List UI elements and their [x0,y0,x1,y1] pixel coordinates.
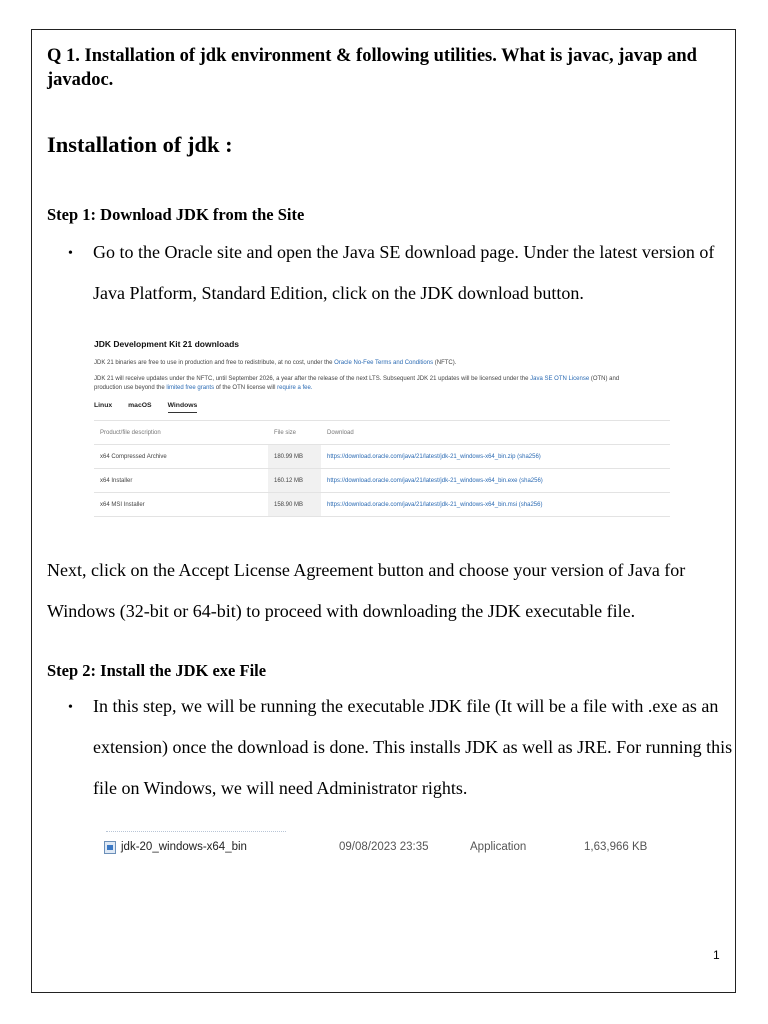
step2-bullet-text: In this step, we will be running the executable JDK file (It will be a file with .exe as an extension) once the download is done. This installs JDK as well as JRE. For running this file on Windows, we will need Administrator rights. [93,696,733,798]
row-description: x64 MSI Installer [94,493,268,517]
table-row [94,493,670,517]
row-download-link[interactable]: https://download.oracle.com/java/21/latest/jdk-21_windows-x64_bin.msi (sha256) [321,493,670,517]
file-date: 09/08/2023 23:35 [339,841,429,853]
file-entry-row[interactable] [104,838,664,858]
row-file-size: 158.90 MB [268,493,321,517]
os-tabs [94,402,213,409]
row-description: x64 Installer [94,469,268,493]
free-grants-link[interactable]: limited free grants [166,385,215,391]
row-file-size: 160.12 MB [268,469,321,493]
next-paragraph: Next, click on the Accept License Agreement button and choose your version of Java for Windows (32-bit or 64-bit) to proceed with downloading the JDK executable file. [47,560,686,621]
row-download-link[interactable]: https://download.oracle.com/java/21/latest/jdk-21_windows-x64_bin.exe (sha256) [321,469,670,493]
bullet-dot: • [68,246,73,261]
table-row [94,469,670,493]
question-title: Q 1. Installation of jdk environment & following utilities. What is javac, javap and javadoc. [47,46,697,90]
bullet-dot: • [68,700,73,715]
file-size: 1,63,966 KB [584,841,648,853]
row-description: x64 Compressed Archive [94,445,268,469]
step2-heading: Step 2: Install the JDK exe File [47,661,267,680]
page-number: 1 [713,948,720,962]
row-file-size: 180.99 MB [268,445,321,469]
tab-windows[interactable]: Windows [168,402,198,413]
otn-license-link[interactable]: Java SE OTN License [530,376,590,382]
file-list-divider [106,831,286,834]
section-heading: Installation of jdk : [47,132,233,157]
step1-heading: Step 1: Download JDK from the Site [47,205,305,224]
jdk-download-screenshot [94,336,672,516]
col-header-file-size: File size [268,421,321,445]
jdk-license-line-1: JDK 21 binaries are free to use in production and free to redistribute, at no cost, under the Oracle No-Fee Terms and Conditions (NFTC). [94,360,457,366]
table-header-row [94,421,670,445]
tab-macos[interactable]: macOS [128,402,152,409]
step1-bullet-text: Go to the Oracle site and open the Java SE download page. Under the latest version of Java Platform, Standard Edition, click on the JDK download button. [93,242,715,303]
file-name: jdk-20_windows-x64_bin [121,841,247,853]
row-download-link[interactable]: https://download.oracle.com/java/21/latest/jdk-21_windows-x64_bin.zip (sha256) [321,445,670,469]
jdk-screenshot-title: JDK Development Kit 21 downloads [94,339,239,349]
nftc-link[interactable]: Oracle No-Fee Terms and Conditions [334,360,434,366]
table-row [94,445,670,469]
fee-link[interactable]: require a fee. [277,385,313,391]
tab-linux[interactable]: Linux [94,402,113,409]
jdk-license-line-3: production use beyond the limited free grants of the OTN license will require a fee. [94,385,313,391]
file-type: Application [470,841,527,853]
col-header-download: Download [321,421,670,445]
downloads-table [94,420,670,517]
installer-file-icon [104,841,116,854]
jdk-license-line-2: JDK 21 will receive updates under the NFTC, until September 2026, a year after the release of the next LTS. Subsequent JDK 21 updates will be licensed under the Java SE OTN License (OTN) and [94,376,620,382]
col-header-description: Product/file description [94,421,268,445]
